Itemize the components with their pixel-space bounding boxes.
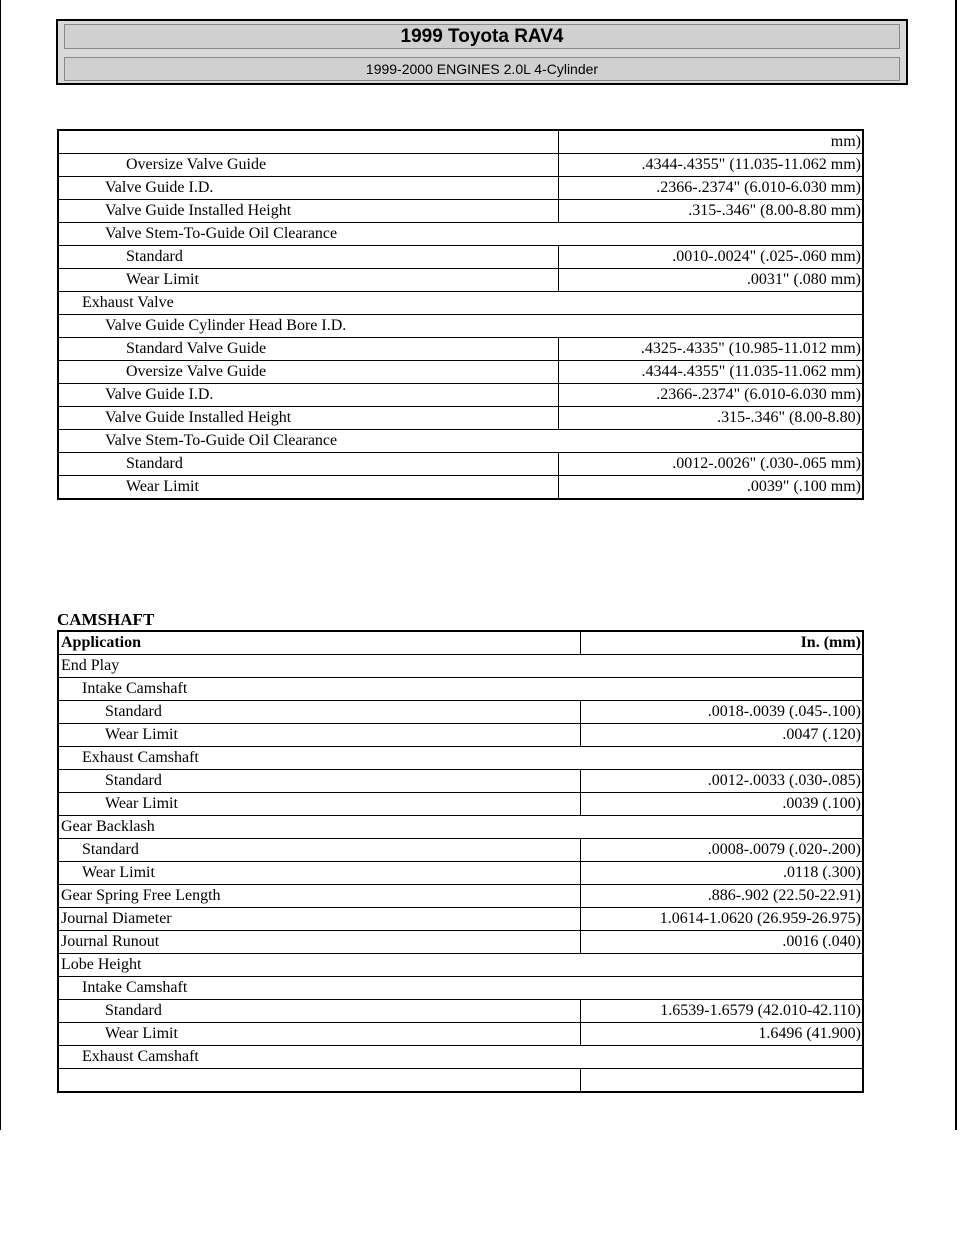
table-row [58,430,863,453]
row-label: Wear Limit [58,724,580,747]
table-row [58,338,863,361]
table-row [58,407,863,430]
table-row [58,908,863,931]
page-header [56,19,908,85]
row-value: 1.6496 (41.900) [580,1023,863,1046]
table-row [58,1046,863,1069]
table-row [58,701,863,724]
table-row [58,770,863,793]
row-value: .4344-.4355" (11.035-11.062 mm) [558,361,863,384]
table-row [58,154,863,177]
row-label: Exhaust Camshaft [58,747,863,770]
table-row [58,130,863,154]
row-value: .0012-.0033 (.030-.085) [580,770,863,793]
document-subtitle: 1999-2000 ENGINES 2.0L 4-Cylinder [64,57,900,81]
row-label: Gear Spring Free Length [58,885,580,908]
camshaft-spec-table [57,630,864,1093]
table-row [58,177,863,200]
row-label: Exhaust Valve [58,292,863,315]
table-row [58,200,863,223]
column-header-application: Application [58,631,580,655]
page-border-left [0,0,1,1130]
row-value: .315-.346" (8.00-8.80 mm) [558,200,863,223]
row-value: .4325-.4335" (10.985-11.012 mm) [558,338,863,361]
row-label: Oversize Valve Guide [58,154,558,177]
table-row [58,292,863,315]
row-label: Standard [58,701,580,724]
row-value: 1.6539-1.6579 (42.010-42.110) [580,1000,863,1023]
row-value: .0018-.0039 (.045-.100) [580,701,863,724]
row-value: .0118 (.300) [580,862,863,885]
table-row [58,724,863,747]
row-label: Wear Limit [58,269,558,292]
row-value: .0039 (.100) [580,793,863,816]
row-label: Wear Limit [58,1023,580,1046]
table-row [58,453,863,476]
table-row [58,885,863,908]
table-row [58,361,863,384]
table-row [58,816,863,839]
camshaft-section-title: CAMSHAFT [57,610,155,629]
row-value: .0039" (.100 mm) [558,476,863,500]
table-row [58,977,863,1000]
table-header-row [58,631,863,655]
row-value: .2366-.2374" (6.010-6.030 mm) [558,177,863,200]
valve-spec-table [57,129,864,500]
row-label: Standard [58,1000,580,1023]
row-label: Journal Diameter [58,908,580,931]
column-header-value: In. (mm) [580,631,863,655]
row-label: Wear Limit [58,862,580,885]
table-row [58,862,863,885]
row-label: End Play [58,655,863,678]
row-label: Standard [58,839,580,862]
row-value: .0008-.0079 (.020-.200) [580,839,863,862]
row-value: 1.0614-1.0620 (26.959-26.975) [580,908,863,931]
row-label: Valve Guide Cylinder Head Bore I.D. [58,315,863,338]
row-label: Oversize Valve Guide [58,361,558,384]
row-label: Wear Limit [58,476,558,500]
table-row [58,1069,863,1093]
row-label: Gear Backlash [58,816,863,839]
row-label: Intake Camshaft [58,977,863,1000]
row-label: Valve Guide Installed Height [58,407,558,430]
row-label: Valve Guide Installed Height [58,200,558,223]
row-value: .0012-.0026" (.030-.065 mm) [558,453,863,476]
row-value: .886-.902 (22.50-22.91) [580,885,863,908]
row-value: .0047 (.120) [580,724,863,747]
row-label: Standard [58,453,558,476]
table-row [58,931,863,954]
table-row [58,246,863,269]
table-row [58,655,863,678]
table-row [58,269,863,292]
row-value: .0031" (.080 mm) [558,269,863,292]
row-value: .0010-.0024" (.025-.060 mm) [558,246,863,269]
row-value: .2366-.2374" (6.010-6.030 mm) [558,384,863,407]
row-value: .0016 (.040) [580,931,863,954]
table-row [58,678,863,701]
table-row [58,223,863,246]
table-row [58,476,863,500]
row-label [58,1069,580,1093]
row-value: .4344-.4355" (11.035-11.062 mm) [558,154,863,177]
row-label: Valve Stem-To-Guide Oil Clearance [58,223,863,246]
row-label: Journal Runout [58,931,580,954]
row-label [58,130,558,154]
row-label: Standard [58,770,580,793]
table-row [58,793,863,816]
row-label: Intake Camshaft [58,678,863,701]
table-row [58,1023,863,1046]
document-title: 1999 Toyota RAV4 [64,24,900,49]
page-border-right [955,0,957,1130]
row-value [580,1069,863,1093]
row-value: mm) [558,130,863,154]
row-label: Standard Valve Guide [58,338,558,361]
table-row [58,747,863,770]
row-label: Valve Guide I.D. [58,384,558,407]
row-value: .315-.346" (8.00-8.80) [558,407,863,430]
table-row [58,839,863,862]
row-label: Wear Limit [58,793,580,816]
row-label: Lobe Height [58,954,863,977]
row-label: Standard [58,246,558,269]
table-row [58,384,863,407]
row-label: Valve Guide I.D. [58,177,558,200]
table-row [58,1000,863,1023]
row-label: Valve Stem-To-Guide Oil Clearance [58,430,863,453]
row-label: Exhaust Camshaft [58,1046,863,1069]
table-row [58,315,863,338]
table-row [58,954,863,977]
